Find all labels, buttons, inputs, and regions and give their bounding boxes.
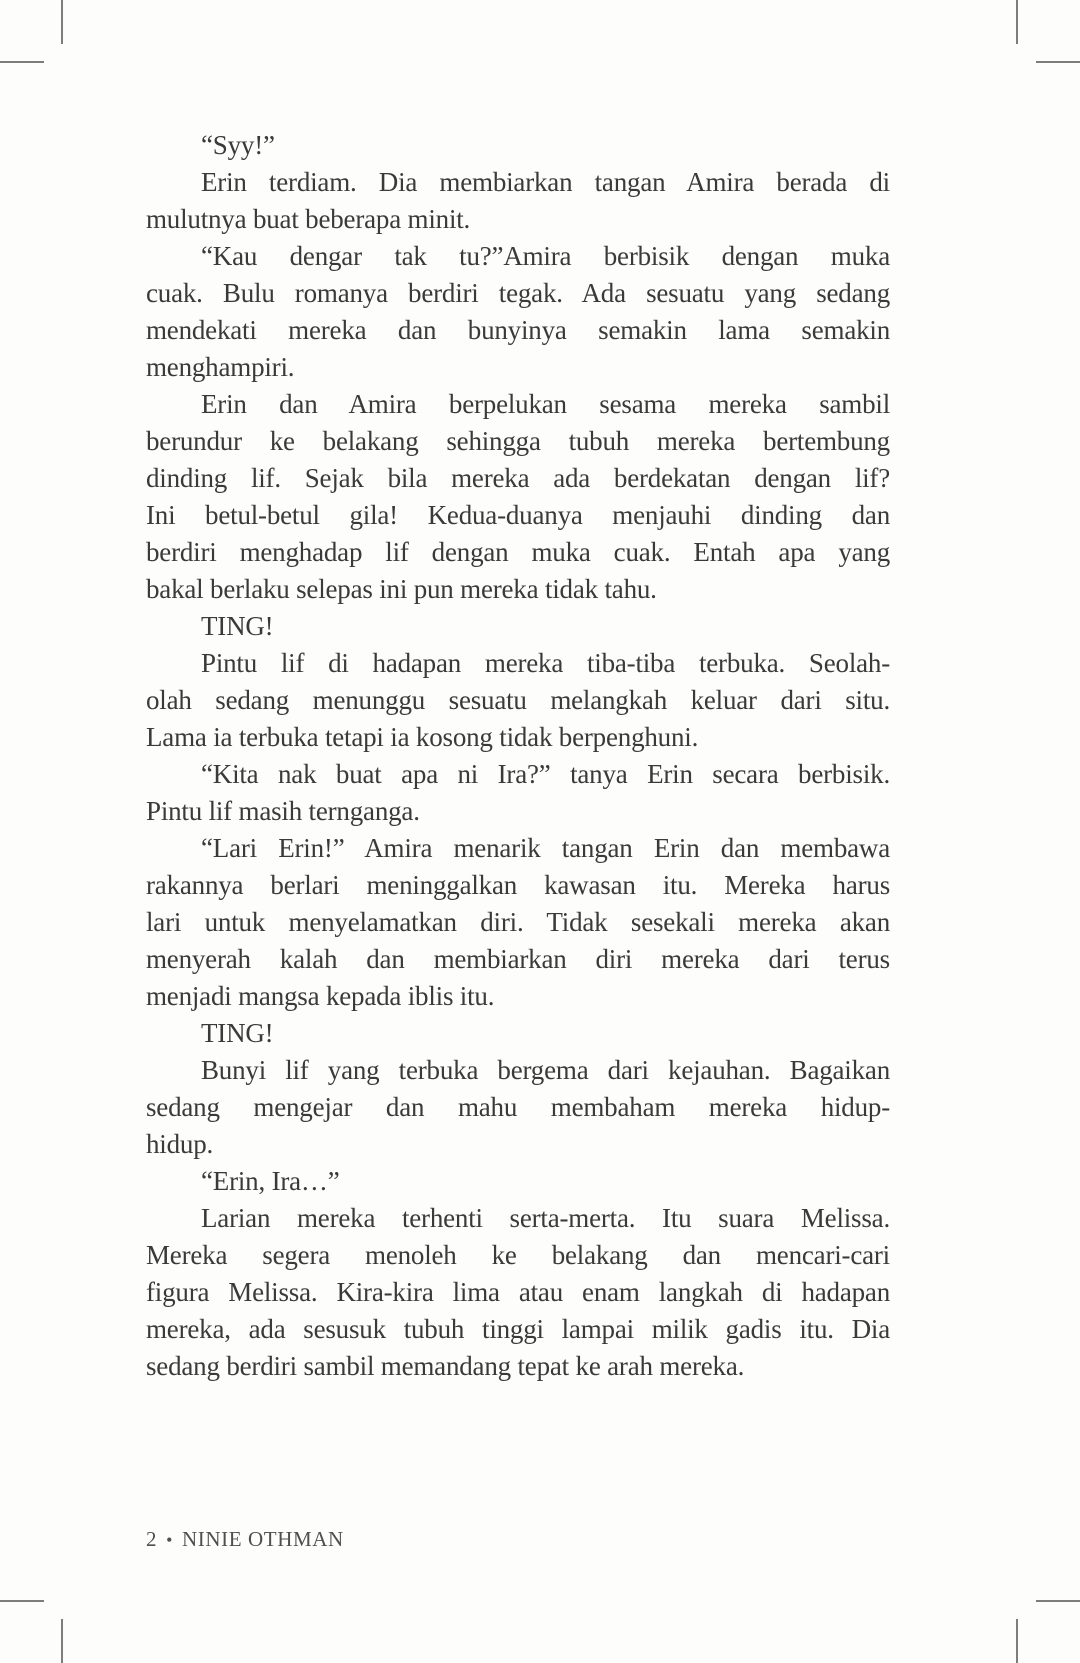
crop-mark-bottom-right-vertical: [1016, 1619, 1018, 1663]
crop-mark-bottom-left-horizontal: [0, 1600, 44, 1602]
text-line: Pintu lif masih ternganga.: [146, 796, 420, 826]
text-line: “Lari Erin!” Amira menarik tangan Erin dan membawa: [201, 833, 890, 863]
text-line: Larian mereka terhenti serta-merta. Itu suara Melissa.: [201, 1203, 890, 1233]
crop-mark-bottom-right-horizontal: [1036, 1600, 1080, 1602]
text-line: Lama ia terbuka tetapi ia kosong tidak berpenghuni.: [146, 722, 699, 752]
text-line: lari untuk menyelamatkan diri. Tidak sesekali mereka akan: [146, 907, 890, 937]
text-line: Erin dan Amira berpelukan sesama mereka sambil: [201, 389, 890, 419]
text-line: berundur ke belakang sehingga tubuh mereka bertembung: [146, 426, 890, 456]
text-line: TING!: [201, 1018, 274, 1048]
text-line: mereka, ada sesusuk tubuh tinggi lampai milik gadis itu. Dia: [146, 1314, 890, 1344]
body-text: [146, 127, 890, 1385]
text-line: olah sedang menunggu sesuatu melangkah keluar dari situ.: [146, 685, 890, 715]
text-line: TING!: [201, 611, 274, 641]
page-footer: [146, 1527, 344, 1552]
text-line: Bunyi lif yang terbuka bergema dari kejauhan. Bagaikan: [201, 1055, 890, 1085]
text-line: hidup.: [146, 1129, 214, 1159]
text-line: sedang mengejar dan mahu membaham mereka hidup-: [146, 1092, 890, 1122]
text-line: Ini betul-betul gila! Kedua-duanya menjauhi dinding dan: [146, 500, 890, 530]
text-line: mendekati mereka dan bunyinya semakin lama semakin: [146, 315, 890, 345]
text-line: menjadi mangsa kepada iblis itu.: [146, 981, 495, 1011]
text-line: “Erin, Ira…”: [201, 1166, 340, 1196]
text-line: mulutnya buat beberapa minit.: [146, 204, 471, 234]
text-line: rakannya berlari meninggalkan kawasan itu. Mereka harus: [146, 870, 890, 900]
text-line: bakal berlaku selepas ini pun mereka tidak tahu.: [146, 574, 657, 604]
text-line: figura Melissa. Kira-kira lima atau enam langkah di hadapan: [146, 1277, 890, 1307]
text-line: dinding lif. Sejak bila mereka ada berdekatan dengan lif?: [146, 463, 890, 493]
text-line: cuak. Bulu romanya berdiri tegak. Ada sesuatu yang sedang: [146, 278, 890, 308]
text-line: “Kau dengar tak tu?”Amira berbisik dengan muka: [201, 241, 890, 271]
text-line: Pintu lif di hadapan mereka tiba-tiba terbuka. Seolah-: [201, 648, 890, 678]
text-line: Erin terdiam. Dia membiarkan tangan Amira berada di: [201, 167, 890, 197]
text-line: Mereka segera menoleh ke belakang dan mencari-cari: [146, 1240, 890, 1270]
author-name: NINIE OTHMAN: [182, 1527, 344, 1551]
crop-mark-bottom-left-vertical: [61, 1619, 63, 1663]
text-line: “Kita nak buat apa ni Ira?” tanya Erin secara berbisik.: [201, 759, 890, 789]
crop-mark-top-right-vertical: [1016, 0, 1018, 44]
text-line: menyerah kalah dan membiarkan diri mereka dari terus: [146, 944, 890, 974]
crop-mark-top-left-horizontal: [0, 61, 44, 63]
text-line: “Syy!”: [201, 130, 275, 160]
text-line: berdiri menghadap lif dengan muka cuak. Entah apa yang: [146, 537, 890, 567]
crop-mark-top-right-horizontal: [1036, 61, 1080, 63]
text-line: sedang berdiri sambil memandang tepat ke arah mereka.: [146, 1351, 745, 1381]
text-line: menghampiri.: [146, 352, 295, 382]
footer-separator: •: [166, 1530, 174, 1550]
page-number: 2: [146, 1527, 158, 1551]
crop-mark-top-left-vertical: [61, 0, 63, 44]
